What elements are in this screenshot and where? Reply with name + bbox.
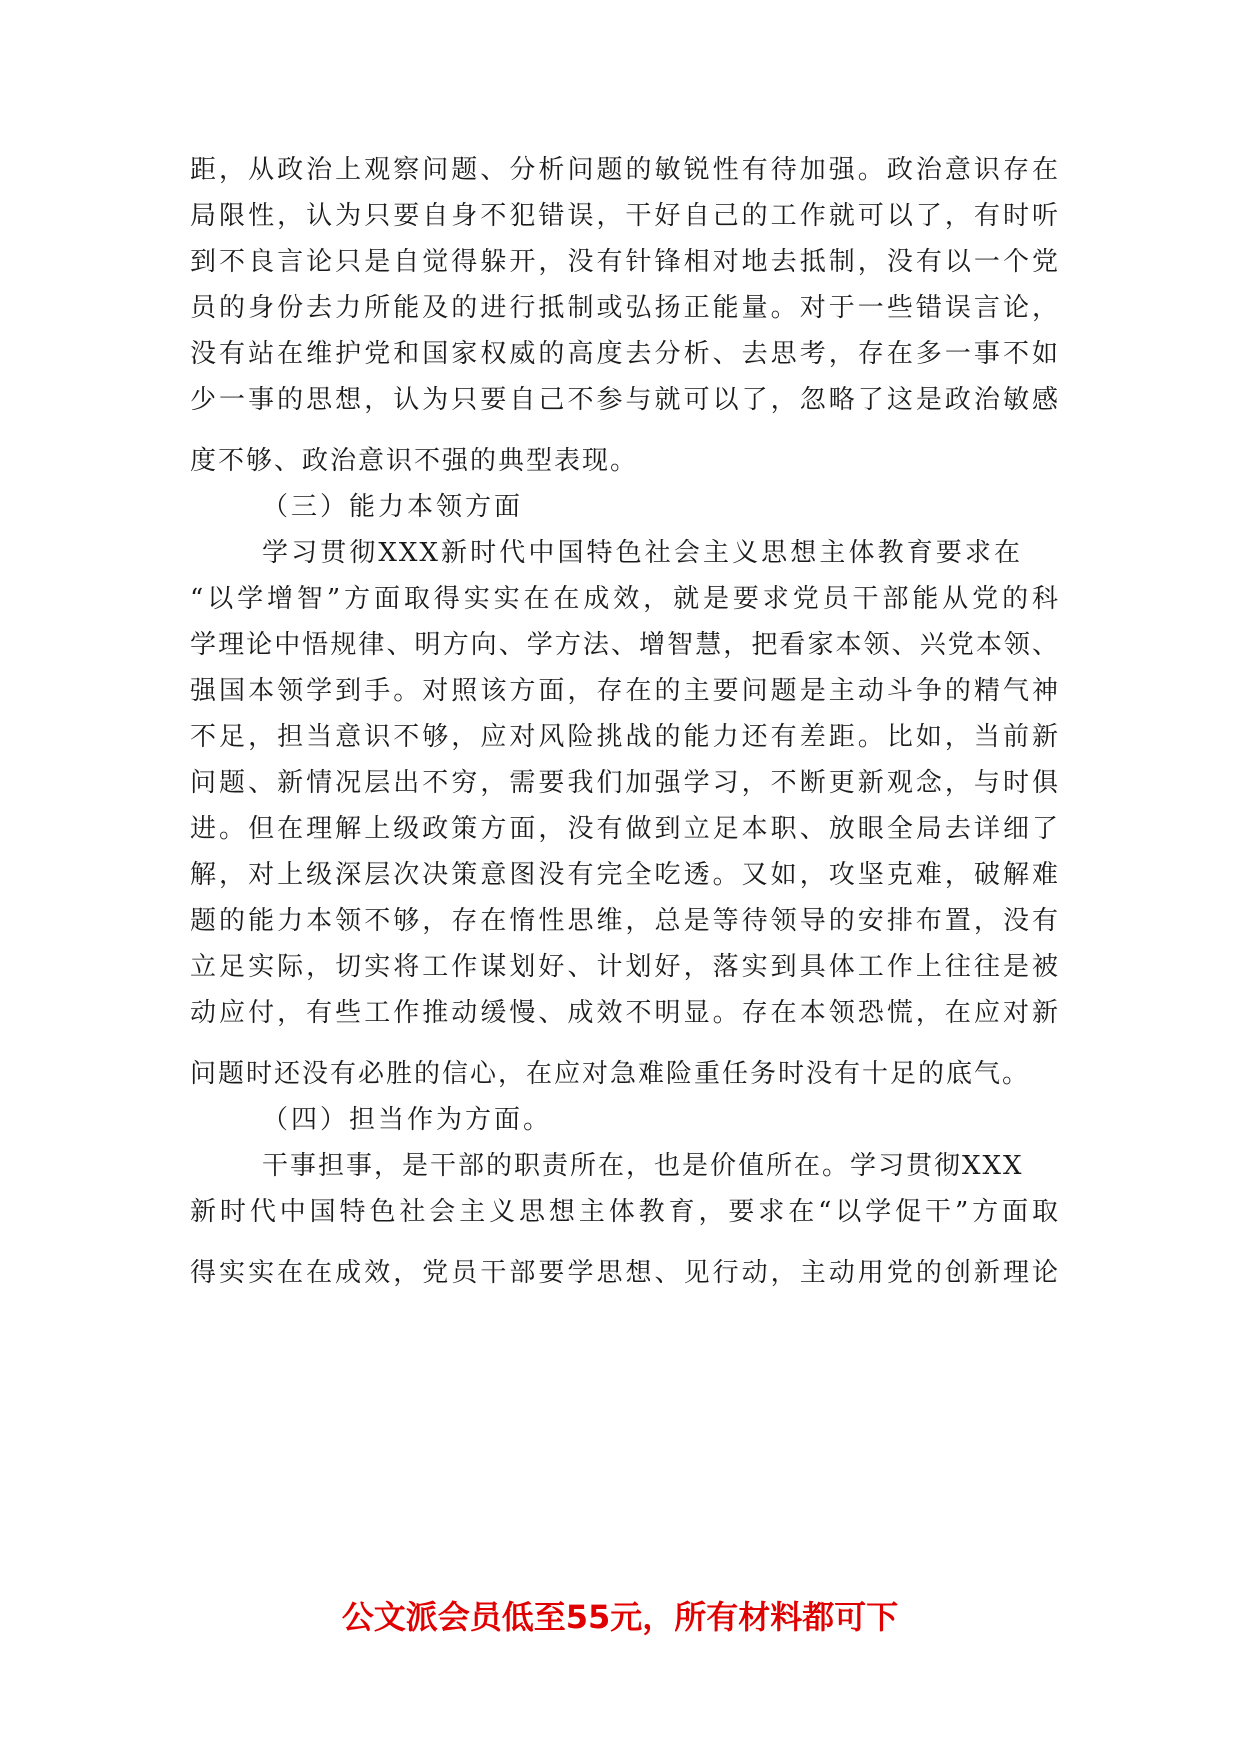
body-text-line: “以学增智”方面取得实实在在成效，就是要求党员干部能从党的科	[190, 584, 1060, 614]
body-text-line: 问题、新情况层出不穷，需要我们加强学习，不断更新观念，与时俱	[190, 768, 1060, 798]
body-text-line: 问题时还没有必胜的信心，在应对急难险重任务时没有十足的底气。	[190, 1059, 1031, 1089]
body-text-line: 员的身份去力所能及的进行抵制或弘扬正能量。对于一些错误言论，	[190, 293, 1060, 323]
body-text-line: 新时代中国特色社会主义思想主体教育，要求在“以学促干”方面取	[190, 1197, 1060, 1227]
body-text-line: 干事担事，是干部的职责所在，也是价值所在。学习贯彻XXX	[262, 1151, 1024, 1181]
body-text-line: 少一事的思想，认为只要自己不参与就可以了，忽略了这是政治敏感	[190, 385, 1060, 415]
footer-promo-text: 公文派会员低至55元，所有材料都可下	[341, 1598, 899, 1636]
section-heading: （三）能力本领方面	[262, 492, 524, 522]
body-text-line: 动应付，有些工作推动缓慢、成效不明显。存在本领恐慌，在应对新	[190, 998, 1060, 1028]
body-text-line: 进。但在理解上级政策方面，没有做到立足本职、放眼全局去详细了	[190, 814, 1060, 844]
body-text-line: 学习贯彻XXX新时代中国特色社会主义思想主体教育要求在	[262, 538, 1022, 568]
body-text-line: 强国本领学到手。对照该方面，存在的主要问题是主动斗争的精气神	[190, 676, 1060, 706]
body-text-line: 得实实在在成效，党员干部要学思想、见行动，主动用党的创新理论	[190, 1258, 1060, 1288]
section-heading: （四）担当作为方面。	[262, 1105, 553, 1135]
body-text-line: 到不良言论只是自觉得躲开，没有针锋相对地去抵制，没有以一个党	[190, 247, 1060, 277]
body-text-line: 立足实际，切实将工作谋划好、计划好，落实到具体工作上往往是被	[190, 952, 1060, 982]
body-text-line: 没有站在维护党和国家权威的高度去分析、去思考，存在多一事不如	[190, 339, 1060, 369]
body-text-line: 度不够、政治意识不强的典型表现。	[190, 446, 639, 476]
body-text-line: 局限性，认为只要自身不犯错误，干好自己的工作就可以了，有时听	[190, 201, 1060, 231]
body-text-line: 题的能力本领不够，存在惰性思维，总是等待领导的安排布置，没有	[190, 906, 1060, 936]
body-text-line: 解，对上级深层次决策意图没有完全吃透。又如，攻坚克难，破解难	[190, 860, 1060, 890]
body-text-line: 学理论中悟规律、明方向、学方法、增智慧，把看家本领、兴党本领、	[190, 630, 1060, 660]
body-text-line: 距，从政治上观察问题、分析问题的敏锐性有待加强。政治意识存在	[190, 155, 1060, 185]
body-text-line: 不足，担当意识不够，应对风险挑战的能力还有差距。比如，当前新	[190, 722, 1060, 752]
